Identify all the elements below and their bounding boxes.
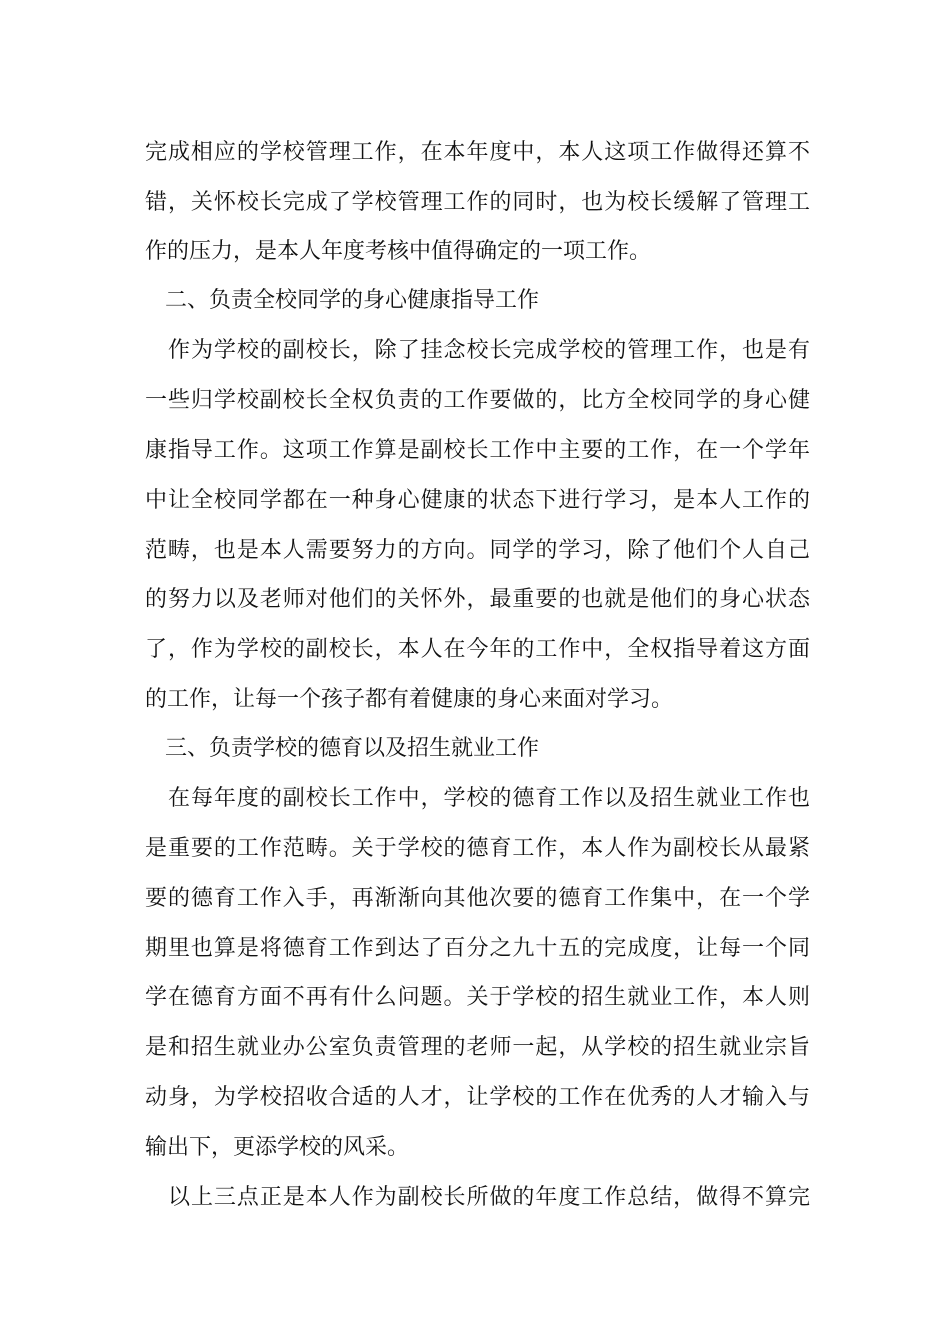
paragraph-line: 中让全校同学都在一种身心健康的状态下进行学习，是本人工作的 [145, 488, 810, 513]
paragraph-line: 是和招生就业办公室负责管理的老师一起，从学校的招生就业宗旨 [145, 1035, 810, 1060]
paragraph-line: 输出下，更添学校的风采。 [145, 1135, 410, 1160]
section-heading: 二、负责全校同学的身心健康指导工作 [165, 288, 540, 313]
paragraph-line: 动身，为学校招收合适的人才，让学校的工作在优秀的人才输入与 [145, 1085, 810, 1110]
paragraph-line: 在每年度的副校长工作中，学校的德育工作以及招生就业工作也 [168, 786, 810, 811]
paragraph-line: 范畴，也是本人需要努力的方向。同学的学习，除了他们个人自己 [145, 538, 810, 563]
paragraph-line: 错，关怀校长完成了学校管理工作的同时，也为校长缓解了管理工 [145, 190, 810, 215]
paragraph-line: 作为学校的副校长，除了挂念校长完成学校的管理工作，也是有 [168, 338, 810, 363]
paragraph-line: 完成相应的学校管理工作，在本年度中，本人这项工作做得还算不 [145, 140, 810, 165]
paragraph-line: 作的压力，是本人年度考核中值得确定的一项工作。 [145, 239, 652, 264]
paragraph-line: 以上三点正是本人作为副校长所做的年度工作总结，做得不算完 [168, 1185, 810, 1210]
section-heading: 三、负责学校的德育以及招生就业工作 [165, 736, 540, 761]
paragraph-line: 康指导工作。这项工作算是副校长工作中主要的工作，在一个学年 [145, 438, 810, 463]
paragraph-line: 学在德育方面不再有什么问题。关于学校的招生就业工作，本人则 [145, 985, 810, 1010]
paragraph-line: 是重要的工作范畴。关于学校的德育工作，本人作为副校长从最紧 [145, 836, 810, 861]
paragraph-line: 期里也算是将德育工作到达了百分之九十五的完成度，让每一个同 [145, 936, 810, 961]
paragraph-line: 一些归学校副校长全权负责的工作要做的，比方全校同学的身心健 [145, 388, 810, 413]
paragraph-line: 的努力以及老师对他们的关怀外，最重要的也就是他们的身心状态 [145, 587, 810, 612]
paragraph-line: 了，作为学校的副校长，本人在今年的工作中，全权指导着这方面 [145, 637, 810, 662]
paragraph-line: 的工作，让每一个孩子都有着健康的身心来面对学习。 [145, 687, 674, 712]
paragraph-line: 要的德育工作入手，再渐渐向其他次要的德育工作集中，在一个学 [145, 886, 810, 911]
